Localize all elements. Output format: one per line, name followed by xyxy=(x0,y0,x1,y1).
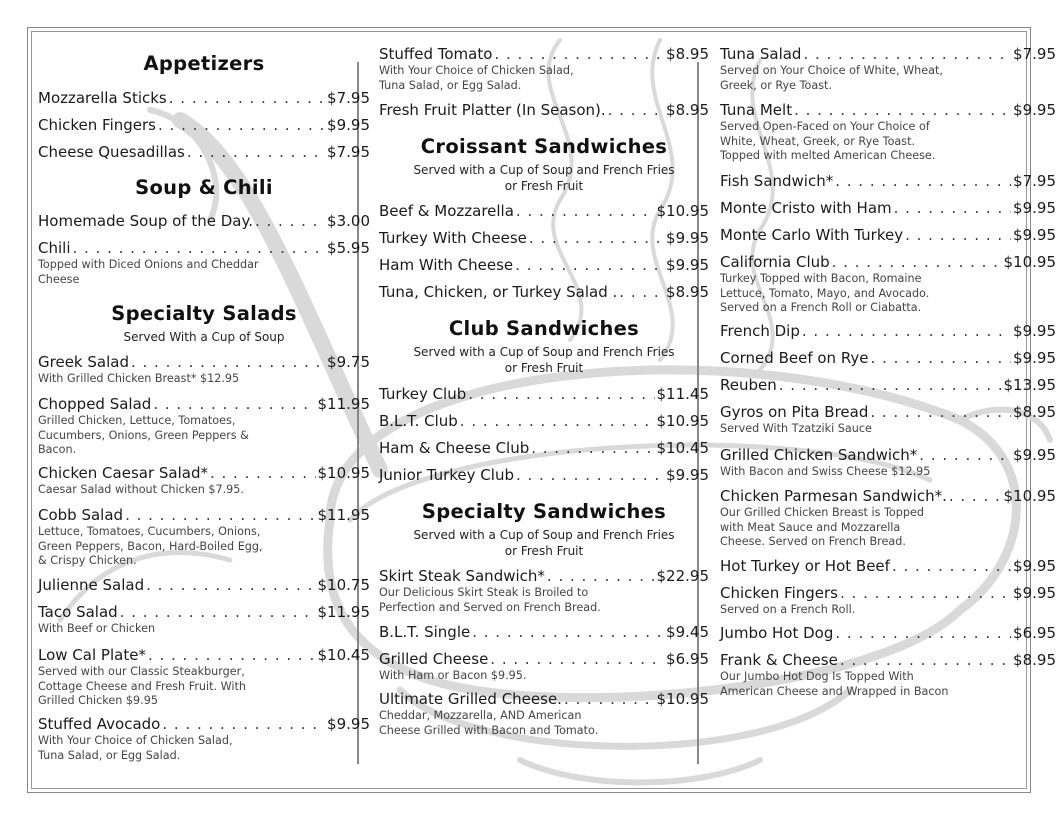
section-heading-croissant-sandwiches: Croissant Sandwiches xyxy=(420,135,668,158)
menu-item-chicken-fingers xyxy=(38,116,370,134)
menu-item-name: Ham & Cheese Club xyxy=(379,439,530,457)
menu-item-chopped-salad xyxy=(38,395,370,458)
menu-item-description-line: Greek, or Rye Toast. xyxy=(720,78,833,92)
dot-leader xyxy=(162,715,325,733)
menu-item-cheese-quesadillas xyxy=(38,143,370,161)
menu-item-row xyxy=(379,690,709,708)
menu-item-stuffed-tomato xyxy=(379,45,709,93)
menu-item-name: Chili xyxy=(38,239,71,257)
dot-leader xyxy=(169,89,325,107)
dot-leader xyxy=(148,646,316,664)
menu-item-description xyxy=(38,483,370,498)
menu-item-name: Ultimate Grilled Cheese. xyxy=(379,690,562,708)
menu-item-description-line: Lettuce, Tomato, Mayo, and Avocado. xyxy=(720,286,930,300)
menu-item-row xyxy=(38,464,370,482)
menu-item-jumbo-hot-dog xyxy=(720,624,1056,642)
menu-item-description-line: Served on a French Roll or Ciabatta. xyxy=(720,301,922,314)
menu-item-row xyxy=(38,646,370,664)
menu-item-name: French Dip xyxy=(720,322,800,340)
dot-leader xyxy=(919,446,1011,464)
menu-item-row xyxy=(720,557,1056,575)
menu-item-name: Junior Turkey Club xyxy=(379,466,514,484)
menu-item-grilled-chicken-sandwich xyxy=(720,446,1056,480)
menu-item-price: $9.95 xyxy=(1013,226,1056,244)
menu-item-mozzarella-sticks xyxy=(38,89,370,107)
menu-item-row xyxy=(720,651,1056,669)
menu-item-row xyxy=(720,403,1056,421)
menu-item-california-club xyxy=(720,253,1056,316)
section-heading-club-sandwiches: Club Sandwiches xyxy=(448,317,640,340)
menu-item-turkey-with-cheese xyxy=(379,229,709,247)
menu-item-row xyxy=(720,446,1056,464)
menu-item-description-line: Cheese Grilled with Bacon and Tomato. xyxy=(379,723,599,737)
dot-leader xyxy=(835,624,1011,642)
menu-item-row xyxy=(379,229,709,247)
menu-item-fresh-fruit-platter-in-season xyxy=(379,101,709,119)
menu-item-name: Cobb Salad xyxy=(38,506,124,524)
menu-item-row xyxy=(720,349,1056,367)
dot-leader xyxy=(529,229,664,247)
menu-item-row xyxy=(720,45,1056,63)
section-subtitle xyxy=(379,163,709,194)
menu-item-beef-mozzarella xyxy=(379,202,709,220)
dot-leader xyxy=(564,690,655,708)
dot-leader xyxy=(460,412,655,430)
dot-leader xyxy=(516,202,655,220)
menu-item-tuna-chicken-or-turkey-salad xyxy=(379,283,709,301)
dot-leader xyxy=(468,385,654,403)
menu-item-homemade-soup-of-the-day xyxy=(38,212,370,230)
menu-item-name: Skirt Steak Sandwich* xyxy=(379,567,545,585)
menu-item-row xyxy=(720,172,1056,190)
dot-leader xyxy=(779,376,1002,394)
menu-item-chicken-parmesan-sandwich xyxy=(720,487,1056,550)
menu-item-name: Jumbo Hot Dog xyxy=(720,624,834,642)
dot-leader xyxy=(187,143,325,161)
menu-item-price: $10.95 xyxy=(656,202,709,220)
menu-item-price: $7.95 xyxy=(1013,45,1056,63)
menu-item-price: $10.95 xyxy=(1003,253,1056,271)
menu-item-b-l-t-single xyxy=(379,623,709,641)
menu-item-description xyxy=(38,665,370,709)
menu-item-row xyxy=(38,506,370,524)
menu-item-name: Grilled Chicken Sandwich* xyxy=(720,446,918,464)
menu-item-price: $22.95 xyxy=(656,567,709,585)
menu-item-name: Taco Salad xyxy=(38,603,118,621)
menu-item-description-line: Served With Tzatziki Sauce xyxy=(720,422,872,435)
menu-item-junior-turkey-club xyxy=(379,466,709,484)
menu-item-description-line: Tuna Salad, or Egg Salad. xyxy=(38,748,181,762)
menu-item-row xyxy=(38,89,370,107)
menu-item-description-line: Grilled Chicken, Lettuce, Tomatoes, xyxy=(38,414,236,427)
menu-item-ultimate-grilled-cheese xyxy=(379,690,709,738)
menu-item-name: Stuffed Avocado xyxy=(38,715,161,733)
menu-item-price: $9.45 xyxy=(666,623,709,641)
menu-item-name: Frank & Cheese xyxy=(720,651,838,669)
menu-item-description-line: Cottage Cheese and Fresh Fruit. With xyxy=(38,679,247,693)
menu-item-description xyxy=(720,603,1056,618)
menu-item-row xyxy=(379,650,709,668)
section-subtitle xyxy=(38,330,370,346)
menu-item-name: Beef & Mozzarella xyxy=(379,202,514,220)
menu-item-chicken-fingers xyxy=(720,584,1056,618)
menu-item-description xyxy=(38,525,370,569)
menu-item-price: $9.95 xyxy=(1013,349,1056,367)
menu-item-price: $10.45 xyxy=(656,439,709,457)
menu-item-row xyxy=(379,385,709,403)
menu-item-row xyxy=(720,487,1056,505)
menu-item-row xyxy=(720,584,1056,602)
dot-leader xyxy=(515,256,664,274)
menu-item-name: Stuffed Tomato xyxy=(379,45,493,63)
menu-item-name: Low Cal Plate* xyxy=(38,646,146,664)
menu-item-name: B.L.T. Single xyxy=(379,623,471,641)
menu-item-description xyxy=(720,465,1056,480)
menu-item-price: $11.95 xyxy=(317,506,370,524)
menu-item-grilled-cheese xyxy=(379,650,709,684)
dot-leader xyxy=(894,199,1011,217)
dot-leader xyxy=(158,116,325,134)
menu-item-name: Chicken Parmesan Sandwich*. xyxy=(720,487,947,505)
menu-item-price: $9.95 xyxy=(1013,584,1056,602)
menu-item-name: Fish Sandwich* xyxy=(720,172,834,190)
menu-item-description-line: Bacon. xyxy=(38,443,77,456)
menu-item-price: $10.75 xyxy=(317,576,370,594)
menu-item-description-line: With Bacon and Swiss Cheese $12.95 xyxy=(720,465,931,478)
menu-item-frank-cheese xyxy=(720,651,1056,699)
menu-item-price: $7.95 xyxy=(327,143,370,161)
menu-item-row xyxy=(38,715,370,733)
menu-item-price: $6.95 xyxy=(1013,624,1056,642)
menu-item-row xyxy=(720,376,1056,394)
menu-item-row xyxy=(38,116,370,134)
dot-leader xyxy=(835,172,1011,190)
menu-item-price: $9.95 xyxy=(1013,557,1056,575)
menu-item-name: Chopped Salad xyxy=(38,395,152,413)
menu-item-b-l-t-club xyxy=(379,412,709,430)
menu-item-fish-sandwich xyxy=(720,172,1056,190)
menu-item-description-line: Our Delicious Skirt Steak is Broiled to xyxy=(379,586,589,599)
menu-item-name: Ham With Cheese xyxy=(379,256,514,274)
menu-item-monte-cristo-with-ham xyxy=(720,199,1056,217)
menu-item-hot-turkey-or-hot-beef xyxy=(720,557,1056,575)
menu-item-stuffed-avocado xyxy=(38,715,370,763)
menu-item-description xyxy=(38,622,370,637)
menu-item-name: Reuben xyxy=(720,376,777,394)
dot-leader xyxy=(802,322,1011,340)
menu-item-price: $8.95 xyxy=(1013,651,1056,669)
menu-item-price: $10.95 xyxy=(656,412,709,430)
menu-item-description-line: with Meat Sauce and Mozzarella xyxy=(720,520,901,534)
dot-leader xyxy=(531,439,654,457)
section-subtitle-line: or Fresh Fruit xyxy=(504,360,584,375)
menu-item-description xyxy=(38,258,370,287)
dot-leader xyxy=(120,603,316,621)
menu-item-price: $9.95 xyxy=(1013,446,1056,464)
menu-item-name: Julienne Salad xyxy=(38,576,145,594)
menu-item-description-line: Served with our Classic Steakburger, xyxy=(38,665,245,678)
menu-item-monte-carlo-with-turkey xyxy=(720,226,1056,244)
menu-item-row xyxy=(379,623,709,641)
menu-item-description-line: Our Jumbo Hot Dog Is Topped With xyxy=(720,670,914,683)
menu-item-low-cal-plate xyxy=(38,646,370,709)
dot-leader xyxy=(608,101,664,119)
menu-item-gyros-on-pita-bread xyxy=(720,403,1056,437)
menu-item-greek-salad xyxy=(38,353,370,387)
menu-item-row xyxy=(379,466,709,484)
menu-item-reuben xyxy=(720,376,1056,394)
menu-item-description-line: Served on a French Roll. xyxy=(720,603,856,616)
menu-item-description-line: Turkey Topped with Bacon, Romaine xyxy=(720,272,922,285)
dot-leader xyxy=(619,283,664,301)
menu-item-row xyxy=(720,322,1056,340)
menu-item-row xyxy=(38,212,370,230)
menu-item-description-line: Cheese xyxy=(38,272,80,286)
menu-item-name: Hot Turkey or Hot Beef xyxy=(720,557,890,575)
menu-item-description-line: Topped with melted American Cheese. xyxy=(720,149,936,162)
menu-item-price: $10.95 xyxy=(1003,487,1056,505)
menu-item-price: $9.95 xyxy=(1013,322,1056,340)
menu-item-description-line: With Your Choice of Chicken Salad, xyxy=(379,64,574,77)
menu-item-description xyxy=(38,414,370,458)
menu-item-cobb-salad xyxy=(38,506,370,569)
menu-item-description-line: Lettuce, Tomatoes, Cucumbers, Onions, xyxy=(38,525,261,538)
menu-item-name: Chicken Fingers xyxy=(38,116,156,134)
menu-item-price: $9.95 xyxy=(666,229,709,247)
dot-leader xyxy=(871,349,1012,367)
section-subtitle-line: Served with a Cup of Soup and French Fries xyxy=(413,163,675,177)
menu-item-turkey-club xyxy=(379,385,709,403)
section-subtitle-line: or Fresh Fruit xyxy=(504,543,584,558)
menu-item-name: Corned Beef on Rye xyxy=(720,349,869,367)
section-subtitle-line: Served with a Cup of Soup and French Fries xyxy=(413,528,675,542)
menu-item-name: Tuna, Chicken, or Turkey Salad . xyxy=(379,283,618,301)
menu-item-price: $10.45 xyxy=(317,646,370,664)
section-subtitle-line: or Fresh Fruit xyxy=(504,178,584,193)
menu-item-price: $9.95 xyxy=(327,116,370,134)
dot-leader xyxy=(840,651,1011,669)
dot-leader xyxy=(840,584,1011,602)
menu-item-name: Cheese Quesadillas xyxy=(38,143,185,161)
menu-item-description xyxy=(720,670,1056,699)
dot-leader xyxy=(131,353,325,371)
menu-item-name: Mozzarella Sticks xyxy=(38,89,167,107)
menu-item-row xyxy=(379,45,709,63)
menu-item-description-line: Cucumbers, Onions, Green Peppers & xyxy=(38,428,249,442)
dot-leader xyxy=(472,623,664,641)
menu-item-name: Turkey With Cheese xyxy=(379,229,527,247)
menu-item-row xyxy=(379,283,709,301)
menu-item-name: Greek Salad xyxy=(38,353,129,371)
menu-item-price: $10.95 xyxy=(656,690,709,708)
menu-item-row xyxy=(379,256,709,274)
menu-item-skirt-steak-sandwich xyxy=(379,567,709,615)
dot-leader xyxy=(210,464,316,482)
menu-item-row xyxy=(38,143,370,161)
section-subtitle xyxy=(379,528,709,559)
menu-item-description-line: Cheese. Served on French Bread. xyxy=(720,535,906,548)
dot-leader xyxy=(803,45,1011,63)
menu-item-price: $6.95 xyxy=(666,650,709,668)
menu-item-julienne-salad xyxy=(38,576,370,594)
menu-item-price: $9.95 xyxy=(327,715,370,733)
menu-item-description-line: Cheddar, Mozzarella, AND American xyxy=(379,709,582,722)
section-subtitle-line: Served With a Cup of Soup xyxy=(123,330,285,344)
dot-leader xyxy=(516,466,664,484)
menu-item-description-line: With Ham or Bacon $9.95. xyxy=(379,669,527,682)
section-heading-soup-chili: Soup & Chili xyxy=(135,176,273,199)
menu-item-price: $9.75 xyxy=(327,353,370,371)
menu-item-description-line: Green Peppers, Bacon, Hard-Boiled Egg, xyxy=(38,539,263,553)
menu-item-row xyxy=(720,101,1056,119)
dot-leader xyxy=(794,101,1011,119)
dot-leader xyxy=(905,226,1011,244)
menu-item-price: $9.95 xyxy=(666,256,709,274)
menu-item-row xyxy=(38,239,370,257)
menu-item-description xyxy=(720,64,1056,93)
menu-item-name: Chicken Fingers xyxy=(720,584,838,602)
menu-item-description xyxy=(720,272,1056,316)
menu-item-description-line: White, Wheat, Greek, or Rye Toast. xyxy=(720,134,916,148)
menu-item-name: Grilled Cheese xyxy=(379,650,489,668)
menu-item-name: Homemade Soup of the Day. xyxy=(38,212,253,230)
menu-item-price: $8.95 xyxy=(666,101,709,119)
menu-item-price: $11.95 xyxy=(317,603,370,621)
menu-item-french-dip xyxy=(720,322,1056,340)
menu-item-price: $8.95 xyxy=(666,45,709,63)
menu-item-description xyxy=(720,422,1056,437)
menu-item-row xyxy=(720,624,1056,642)
menu-item-row xyxy=(720,199,1056,217)
menu-item-tuna-salad xyxy=(720,45,1056,93)
dot-leader xyxy=(255,212,325,230)
menu-item-price: $9.95 xyxy=(666,466,709,484)
menu-item-description-line: With Your Choice of Chicken Salad, xyxy=(38,734,233,747)
section-heading-specialty-salads: Specialty Salads xyxy=(111,302,297,325)
menu-item-name: Turkey Club xyxy=(379,385,467,403)
menu-item-row xyxy=(379,439,709,457)
menu-item-row xyxy=(379,412,709,430)
menu-item-chicken-caesar-salad xyxy=(38,464,370,498)
menu-item-taco-salad xyxy=(38,603,370,637)
dot-leader xyxy=(870,403,1011,421)
menu-item-tuna-melt xyxy=(720,101,1056,164)
menu-item-price: $9.95 xyxy=(1013,199,1056,217)
dot-leader xyxy=(146,576,315,594)
menu-item-price: $5.95 xyxy=(327,239,370,257)
menu-item-price: $8.95 xyxy=(666,283,709,301)
menu-item-description-line: With Grilled Chicken Breast* $12.95 xyxy=(38,372,240,385)
menu-item-row xyxy=(720,226,1056,244)
menu-item-row xyxy=(720,253,1056,271)
menu-item-price: $7.95 xyxy=(327,89,370,107)
menu-item-description-line: Tuna Salad, or Egg Salad. xyxy=(379,78,522,92)
menu-item-name: Monte Cristo with Ham xyxy=(720,199,892,217)
menu-item-chili xyxy=(38,239,370,287)
menu-item-price: $13.95 xyxy=(1003,376,1056,394)
menu-item-price: $11.95 xyxy=(317,395,370,413)
menu-item-row xyxy=(38,576,370,594)
menu-item-name: Monte Carlo With Turkey xyxy=(720,226,904,244)
menu-item-price: $10.95 xyxy=(317,464,370,482)
menu-item-corned-beef-on-rye xyxy=(720,349,1056,367)
menu-item-name: Chicken Caesar Salad* xyxy=(38,464,208,482)
dot-leader xyxy=(832,253,1002,271)
menu-item-description xyxy=(38,372,370,387)
menu-item-row xyxy=(38,395,370,413)
dot-leader xyxy=(125,506,315,524)
menu-item-name: Gyros on Pita Bread xyxy=(720,403,869,421)
dot-leader xyxy=(153,395,315,413)
menu-item-price: $8.95 xyxy=(1013,403,1056,421)
section-subtitle xyxy=(379,345,709,376)
menu-item-description xyxy=(379,64,709,93)
menu-item-ham-cheese-club xyxy=(379,439,709,457)
dot-leader xyxy=(547,567,655,585)
menu-item-price: $9.95 xyxy=(1013,101,1056,119)
menu-item-description xyxy=(720,120,1056,164)
menu-item-description xyxy=(379,669,709,684)
menu-item-price: $11.45 xyxy=(656,385,709,403)
dot-leader xyxy=(490,650,664,668)
menu-item-row xyxy=(379,101,709,119)
menu-item-description-line: With Beef or Chicken xyxy=(38,622,156,635)
menu-item-description xyxy=(379,586,709,615)
menu-item-name: Tuna Salad xyxy=(720,45,802,63)
menu-item-name: Fresh Fruit Platter (In Season). xyxy=(379,101,606,119)
menu-item-description-line: American Cheese and Wrapped in Bacon xyxy=(720,684,949,698)
dot-leader xyxy=(892,557,1011,575)
menu-item-name: B.L.T. Club xyxy=(379,412,458,430)
menu-item-price: $3.00 xyxy=(327,212,370,230)
menu-item-name: Tuna Melt xyxy=(720,101,793,119)
menu-item-description-line: Topped with Diced Onions and Cheddar xyxy=(38,258,259,271)
dot-leader xyxy=(72,239,325,257)
menu-item-description-line: Grilled Chicken $9.95 xyxy=(38,694,158,707)
menu-item-description-line: Served Open-Faced on Your Choice of xyxy=(720,120,930,133)
menu-item-ham-with-cheese xyxy=(379,256,709,274)
menu-item-description-line: Perfection and Served on French Bread. xyxy=(379,600,601,614)
dot-leader xyxy=(949,487,1002,505)
menu-item-description xyxy=(720,506,1056,550)
section-subtitle-line: Served with a Cup of Soup and French Fries xyxy=(413,345,675,359)
menu-item-description xyxy=(38,734,370,763)
section-heading-specialty-sandwiches: Specialty Sandwiches xyxy=(421,500,667,523)
menu-item-description-line: Served on Your Choice of White, Wheat, xyxy=(720,64,943,77)
menu-item-row xyxy=(379,202,709,220)
menu-item-row xyxy=(38,353,370,371)
menu-item-name: California Club xyxy=(720,253,830,271)
menu-item-price: $7.95 xyxy=(1013,172,1056,190)
menu-item-description-line: Caesar Salad without Chicken $7.95. xyxy=(38,483,244,496)
section-heading-appetizers: Appetizers xyxy=(143,52,265,75)
menu-item-row xyxy=(38,603,370,621)
menu-item-description xyxy=(379,709,709,738)
menu-item-description-line: Our Grilled Chicken Breast is Topped xyxy=(720,506,924,519)
dot-leader xyxy=(494,45,664,63)
menu-item-description-line: & Crispy Chicken. xyxy=(38,554,137,567)
menu-item-row xyxy=(379,567,709,585)
